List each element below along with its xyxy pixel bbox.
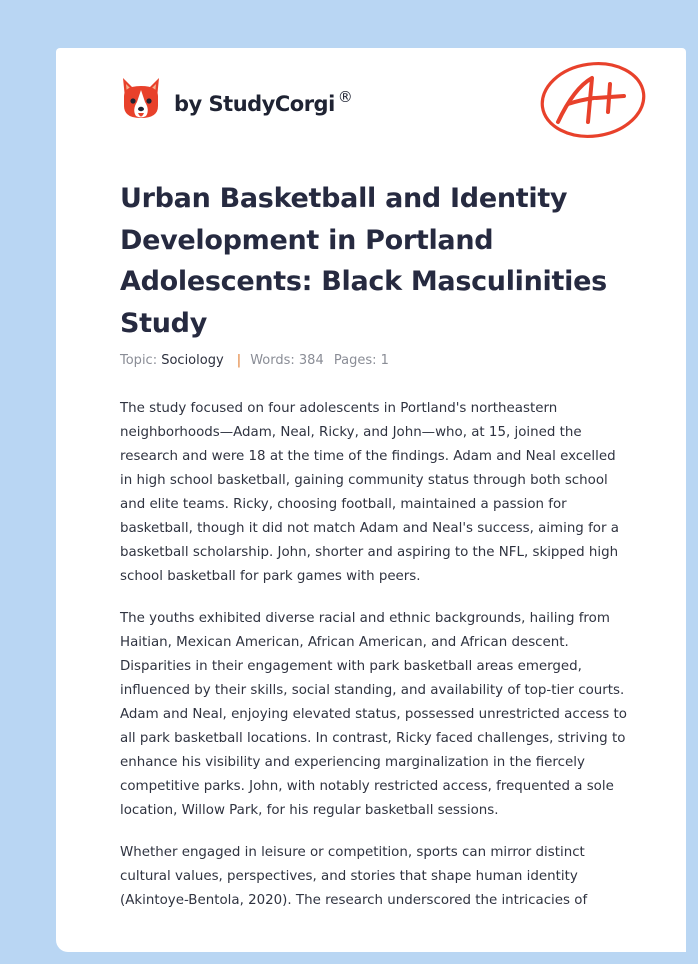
body-paragraph: Whether engaged in leisure or competition, sports can mirror distinct cultural values, perspectives, and stories that shape human identity (Akintoye-Bentola, 2020). The research underscored the intricacies of	[120, 845, 588, 908]
registered-mark: ®	[337, 88, 353, 106]
corgi-logo-icon[interactable]	[120, 76, 162, 122]
brand-text: by StudyCorgi	[174, 92, 335, 116]
document-card	[56, 48, 686, 952]
meta-separator: |	[236, 353, 242, 368]
brand-name[interactable]	[174, 88, 353, 116]
pages-label: Pages:	[333, 353, 377, 368]
words-count: 384	[298, 353, 324, 368]
topic-link[interactable]: Sociology	[161, 353, 224, 368]
document-title: Urban Basketball and Identity Development in Portland Adolescents: Black Masculinities Study	[120, 183, 607, 339]
body-paragraph: The youths exhibited diverse racial and ethnic backgrounds, hailing from Haitian, Mexican American, African American, and African descent. Disparities in their engagement with park basketball areas emerged, influenced by their skills, social standing, and availability of top-tier courts. Adam and Neal, enjoying elevated status, possessed unrestricted access to all park basketball locations. In contrast, Ricky faced challenges, striving to enhance his visibility and experiencing marginalization in the fiercely competitive parks. John, with notably restricted access, frequented a sole location, Willow Park, for his regular basketball sessions.	[120, 611, 627, 818]
document-meta	[120, 353, 389, 368]
body-paragraph: The study focused on four adolescents in Portland's northeastern neighborhoods—Adam, Neal, Ricky, and John—who, at 15, joined the research and were 18 at the time of the findings. Adam and Neal excelled in high school basketball, gaining community status through both school and elite teams. Ricky, choosing football, maintained a passion for basketball, though it did not match Adam and Neal's success, aiming for a basketball scholarship. John, shorter and aspiring to the NFL, skipped high school basketball for park games with peers.	[120, 401, 619, 584]
words-label: Words:	[250, 353, 295, 368]
a-plus-badge-icon	[538, 60, 648, 140]
pages-count: 1	[380, 353, 389, 368]
document-body	[120, 397, 630, 931]
page-header	[56, 48, 686, 168]
topic-label: Topic:	[120, 353, 158, 368]
